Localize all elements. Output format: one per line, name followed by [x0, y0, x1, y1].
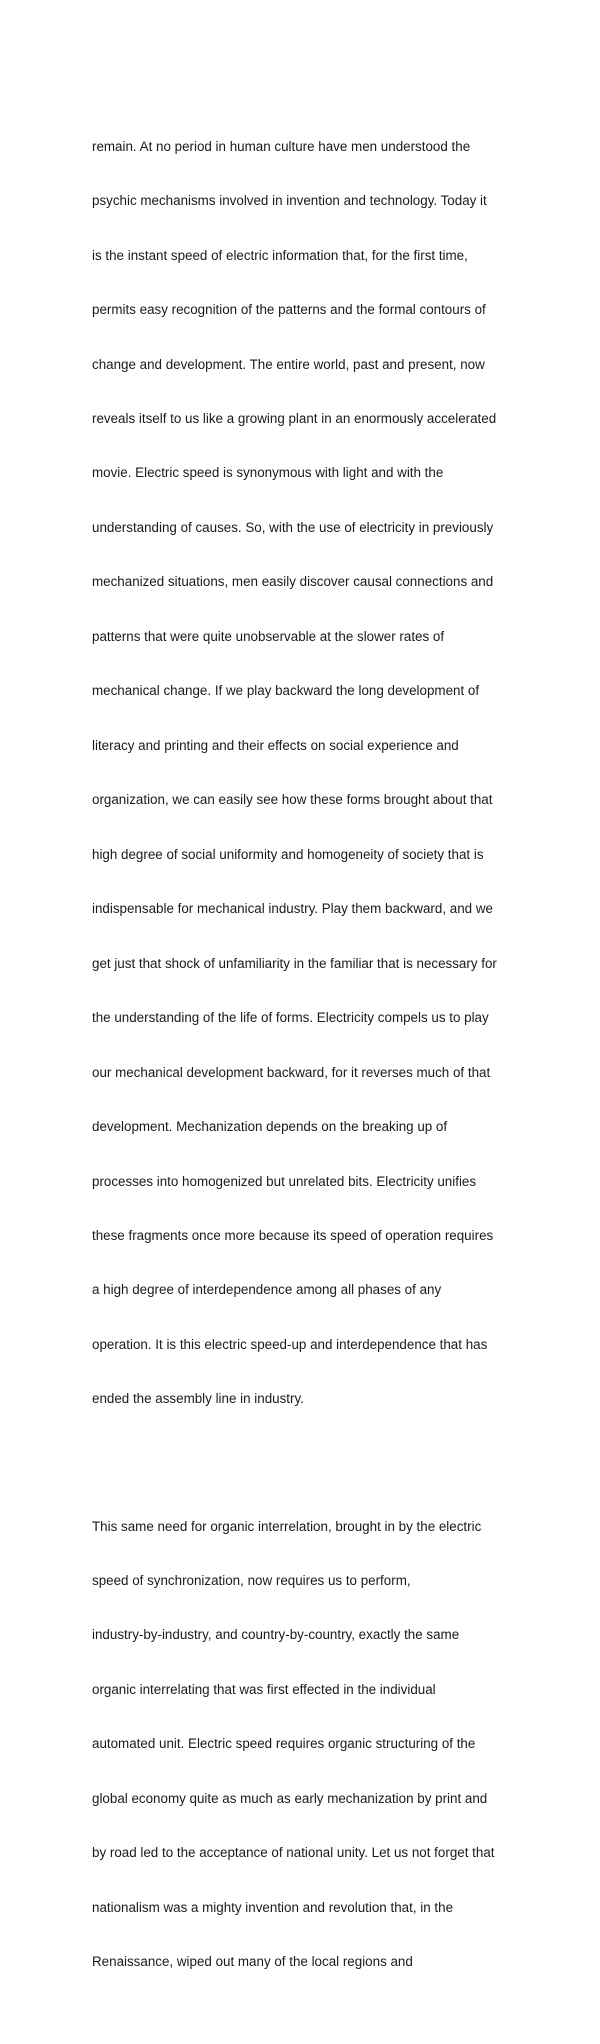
text-line: nationalism was a mighty invention and revolution that, in the — [92, 1899, 454, 1915]
text-line: mechanized situations, men easily discover causal connections and — [92, 574, 494, 590]
text-line: indispensable for mechanical industry. Play them backward, and we — [92, 901, 493, 917]
paragraph-1 — [92, 101, 532, 1445]
text-line: Renaissance, wiped out many of the local regions and — [92, 1954, 413, 1970]
paragraph-2 — [92, 1481, 532, 2008]
text-line: high degree of social uniformity and homogeneity of society that is — [92, 846, 484, 862]
text-line: psychic mechanisms involved in invention and technology. Today it — [92, 193, 487, 209]
text-line: development. Mechanization depends on the breaking up of — [92, 1119, 448, 1135]
text-line: these fragments once more because its speed of operation requires — [92, 1228, 494, 1243]
text-line: by road led to the acceptance of national unity. Let us not forget that — [92, 1845, 495, 1861]
text-line: automated unit. Electric speed requires organic structuring of the — [92, 1736, 476, 1752]
text-line: speed of synchronization, now requires us to perform, — [92, 1572, 411, 1588]
text-line: organic interrelating that was first effected in the individual — [92, 1681, 436, 1697]
text-line: get just that shock of unfamiliarity in the familiar that is necessary for — [92, 955, 497, 971]
text-line: understanding of causes. So, with the use of electricity in previously — [92, 519, 494, 535]
text-line: global economy quite as much as early mechanization by print and — [92, 1790, 488, 1806]
text-line: mechanical change. If we play backward the long development of — [92, 683, 480, 699]
text-line: patterns that were quite unobservable at the slower rates of — [92, 628, 445, 644]
text-line: movie. Electric speed is synonymous with light and with the — [92, 465, 444, 481]
text-line: industry-by-industry, and country-by-country, exactly the same — [92, 1627, 460, 1643]
text-line: remain. At no period in human culture have men understood the — [92, 138, 471, 154]
text-line: the understanding of the life of forms. Electricity compels us to play — [92, 1010, 489, 1026]
text-line: ended the assembly line in industry. — [92, 1391, 304, 1407]
text-line: our mechanical development backward, for it reverses much of that — [92, 1064, 491, 1080]
text-line: literacy and printing and their effects on social experience and — [92, 737, 459, 753]
text-line: This same need for organic interrelation, brought in by the electric — [92, 1518, 482, 1534]
text-line: permits easy recognition of the patterns and the formal contours of — [92, 302, 486, 318]
text-line: a high degree of interdependence among all phases of any — [92, 1282, 442, 1298]
text-line: processes into homogenized but unrelated bits. Electricity unifies — [92, 1173, 477, 1189]
body-text — [92, 65, 532, 2044]
text-line: change and development. The entire world, past and present, now — [92, 356, 485, 372]
text-line: is the instant speed of electric information that, for the first time, — [92, 247, 468, 263]
text-line: organization, we can easily see how these forms brought about that — [92, 792, 493, 808]
text-line: operation. It is this electric speed-up and interdependence that has — [92, 1336, 488, 1352]
text-line: reveals itself to us like a growing plant in an enormously accelerated — [92, 410, 497, 426]
